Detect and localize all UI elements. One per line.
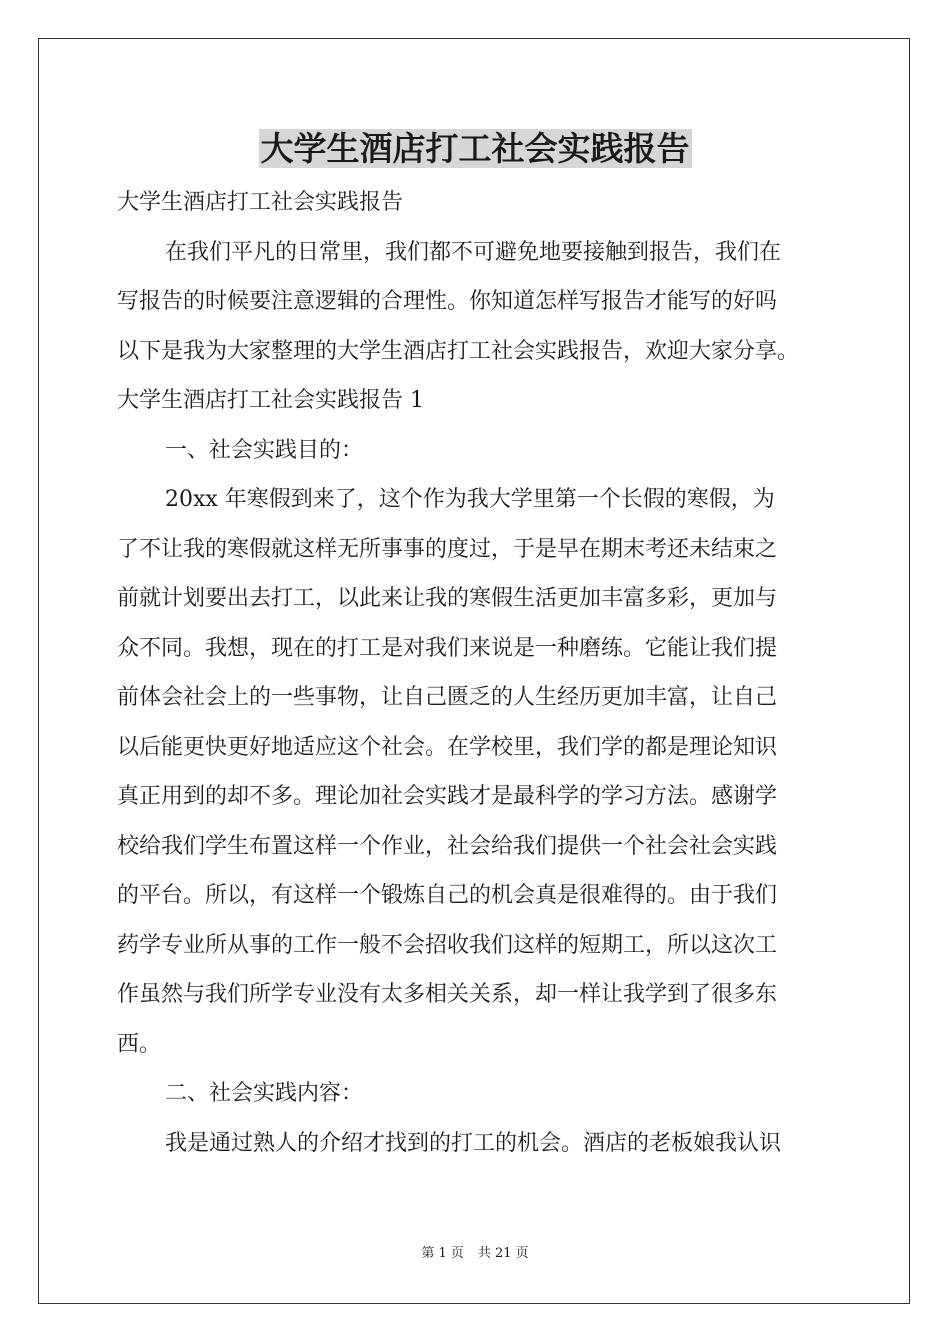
text-line: 写报告的时候要注意逻辑的合理性。你知道怎样写报告才能写的好吗 — [117, 289, 778, 314]
text-line: 众不同。我想，现在的打工是对我们来说是一种磨练。它能让我们提 — [117, 635, 778, 661]
text-line: 大学生酒店打工社会实践报告 1 — [117, 388, 424, 413]
text-line: 的平台。所以，有这样一个锻炼自己的机会真是很难得的。由于我们 — [117, 883, 778, 908]
text-line: 二、社会实践内容： — [165, 1081, 364, 1106]
text-line: 作虽然与我们所学专业没有太多相关关系，却一样让我学到了很多东 — [117, 982, 778, 1007]
text-line: 以后能更快更好地适应这个社会。在学校里，我们学的都是理论知识 — [117, 734, 778, 760]
text-line: 前就计划要出去打工，以此来让我的寒假生活更加丰富多彩，更加与 — [117, 586, 778, 611]
page-total: 共 21 页 — [477, 1246, 529, 1261]
text-line: 一、社会实践目的： — [165, 437, 364, 463]
document-body — [117, 178, 837, 1168]
page-footer — [0, 1245, 950, 1263]
document-title-text: 大学生酒店打工社会实践报告 — [260, 129, 690, 168]
text-line: 校给我们学生布置这样一个作业，社会给我们提供一个社会社会实践 — [117, 833, 778, 859]
text-line: 前体会社会上的一些事物，让自己匮乏的人生经历更加丰富，让自己 — [117, 685, 778, 710]
text-line: 西。 — [117, 1031, 162, 1057]
text-line: 大学生酒店打工社会实践报告 — [117, 190, 404, 215]
document-title — [0, 128, 950, 170]
text-line: 了不让我的寒假就这样无所事事的度过，于是早在期末考还未结束之 — [117, 536, 778, 562]
text-line: 以下是我为大家整理的大学生酒店打工社会实践报告，欢迎大家分享。 — [117, 338, 800, 364]
text-line: 药学专业所从事的工作一般不会招收我们这样的短期工，所以这次工 — [117, 932, 778, 958]
text-line: 我是通过熟人的介绍才找到的打工的机会。酒店的老板娘我认识 — [165, 1130, 782, 1156]
text-line: 在我们平凡的日常里，我们都不可避免地要接触到报告，我们在 — [165, 239, 782, 265]
text-line: 20xx 年寒假到来了，这个作为我大学里第一个长假的寒假，为 — [165, 487, 775, 512]
page-number: 第 1 页 — [421, 1246, 464, 1261]
text-line: 真正用到的却不多。理论加社会实践才是最科学的学习方法。感谢学 — [117, 784, 778, 809]
